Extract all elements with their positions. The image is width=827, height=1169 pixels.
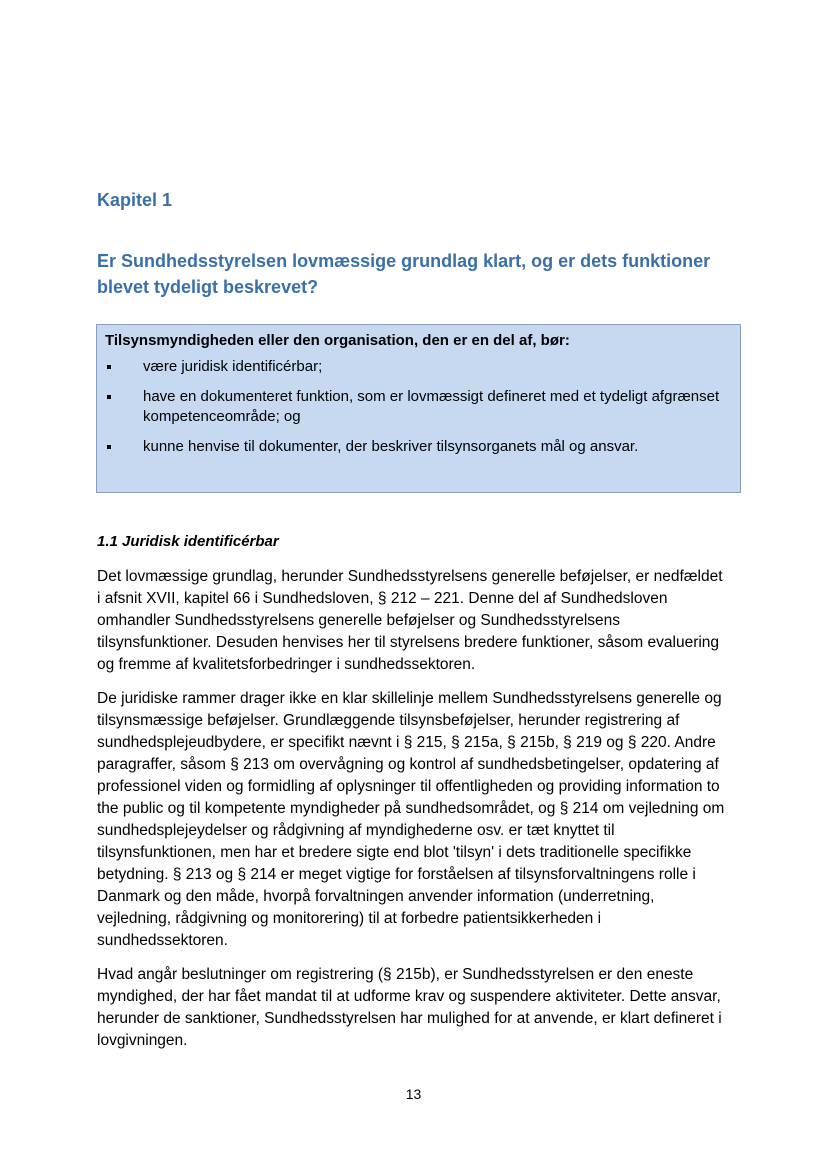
section-heading: 1.1 Juridisk identificérbar [97,533,279,550]
bullet-icon [107,365,111,369]
requirements-box [96,324,741,493]
page-number: 13 [405,1086,422,1102]
list-item-text: have en dokumenteret funktion, som er lovmæssigt defineret med et tydeligt afgrænset kompetenceområde; og [143,388,720,425]
bullet-icon [107,395,111,399]
paragraph: De juridiske rammer drager ikke en klar skillelinje mellem Sundhedsstyrelsens generelle og tilsynsmæssige beføjelser. Grundlæggende tilsynsbeføjelser, herunder registrering af sundhedsplejeudbydere, er specifikt nævnt i § 215, § 215a, § 215b, § 219 og § 220. Andre paragraffer, såsom § 213 om overvågning og kontrol af sundhedsbetingelser, opdatering af professionel viden og formidling af oplysninger til offentligheden og providing information to the public og til kompetente myndigheder på sundhedsområdet, og § 214 om vejledning om sundhedsplejeydelser og rådgivning af myndighederne osv. er tæt knyttet til tilsynsfunktionen, men har et bredere sigte end blot 'tilsyn' i dets traditionelle specifikke betydning. § 213 og § 214 er meget vigtige for forståelsen af tilsynsforvaltningens rolle i Danmark og den måde, hvorpå forvaltningen anvender information (underretning, vejledning, rådgivning og monitorering) til at forbedre patientsikkerheden i sundhedssektoren. [97,690,725,949]
requirements-list [105,357,732,457]
chapter-label: Kapitel 1 [97,190,173,210]
list-item [105,387,732,427]
paragraph: Det lovmæssige grundlag, herunder Sundhedsstyrelsens generelle beføjelser, er nedfældet i afsnit XVII, kapitel 66 i Sundhedsloven, § 212 – 221. Denne del af Sundhedsloven omhandler Sundhedsstyrelsens generelle beføjelser og Sundhedsstyrelsens tilsynsfunktioner. Desuden henvises her til styrelsens bredere funktioner, såsom evaluering og fremme af kvalitetsforbedringer i sundhedssektoren. [97,568,723,673]
list-item [105,437,732,457]
body-text [97,566,729,1064]
requirements-heading: Tilsynsmyndigheden eller den organisation, den er en del af, bør: [105,332,570,349]
list-item [105,357,732,377]
list-item-text: kunne henvise til dokumenter, der beskriver tilsynsorganets mål og ansvar. [143,438,639,455]
bullet-icon [107,445,111,449]
chapter-title: Er Sundhedsstyrelsen lovmæssige grundlag klart, og er dets funktioner blevet tydeligt beskrevet? [97,251,711,297]
paragraph: Hvad angår beslutninger om registrering (§ 215b), er Sundhedsstyrelsen er den eneste myndighed, der har fået mandat til at udforme krav og suspendere aktiviteter. Dette ansvar, herunder de sanktioner, Sundhedsstyrelsen har mulighed for at anvende, er klart defineret i lovgivningen. [97,966,722,1049]
list-item-text: være juridisk identificérbar; [143,358,323,375]
